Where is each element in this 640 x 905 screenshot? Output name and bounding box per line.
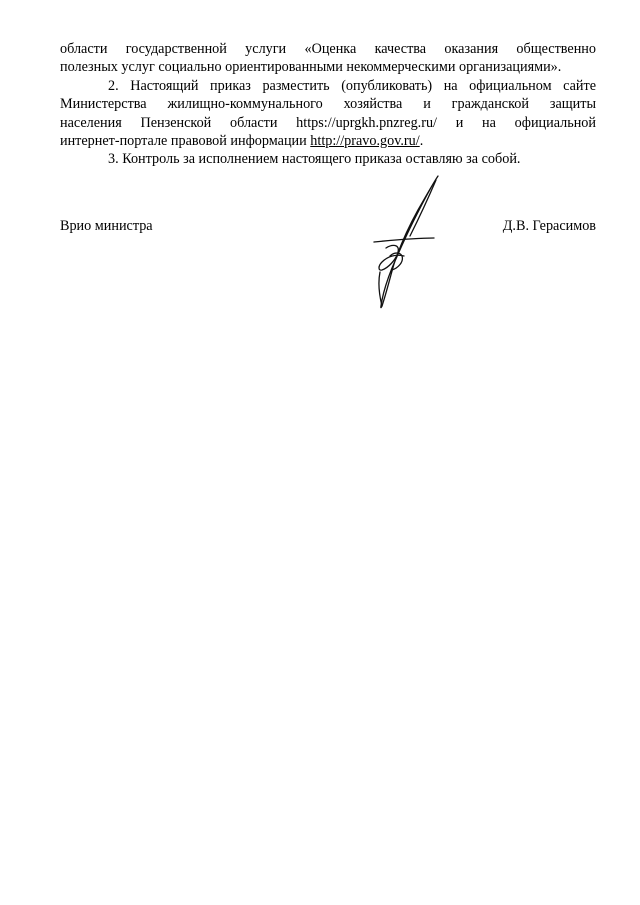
text-line: 3. Контроль за исполнением настоящего приказа оставляю за собой. [108, 151, 521, 168]
signer-name: Д.В. Герасимов [502, 218, 596, 234]
text-line [60, 132, 596, 150]
text-line: области государственной услуги «Оценка качества оказания общественно [60, 41, 596, 57]
text-line: 2. Настоящий приказ разместить (опубликовать) на официальном сайте [108, 77, 596, 94]
handwritten-signature [364, 172, 444, 312]
position-title: Врио министра [60, 218, 153, 234]
text-line: Министерства жилищно-коммунального хозяйства и гражданской защиты [60, 96, 596, 113]
pravo-link[interactable]: http://pravo.gov.ru/ [310, 133, 420, 150]
text-line: населения Пензенской области https://uprgkh.pnzreg.ru/ и на официальной [60, 114, 596, 131]
text-fragment: . [419, 133, 424, 150]
document-body [60, 40, 596, 169]
text-line: полезных услуг социально ориентированными некоммерческими организациями». [60, 59, 562, 76]
text-fragment: интернет-портале правовой информации [60, 133, 311, 150]
